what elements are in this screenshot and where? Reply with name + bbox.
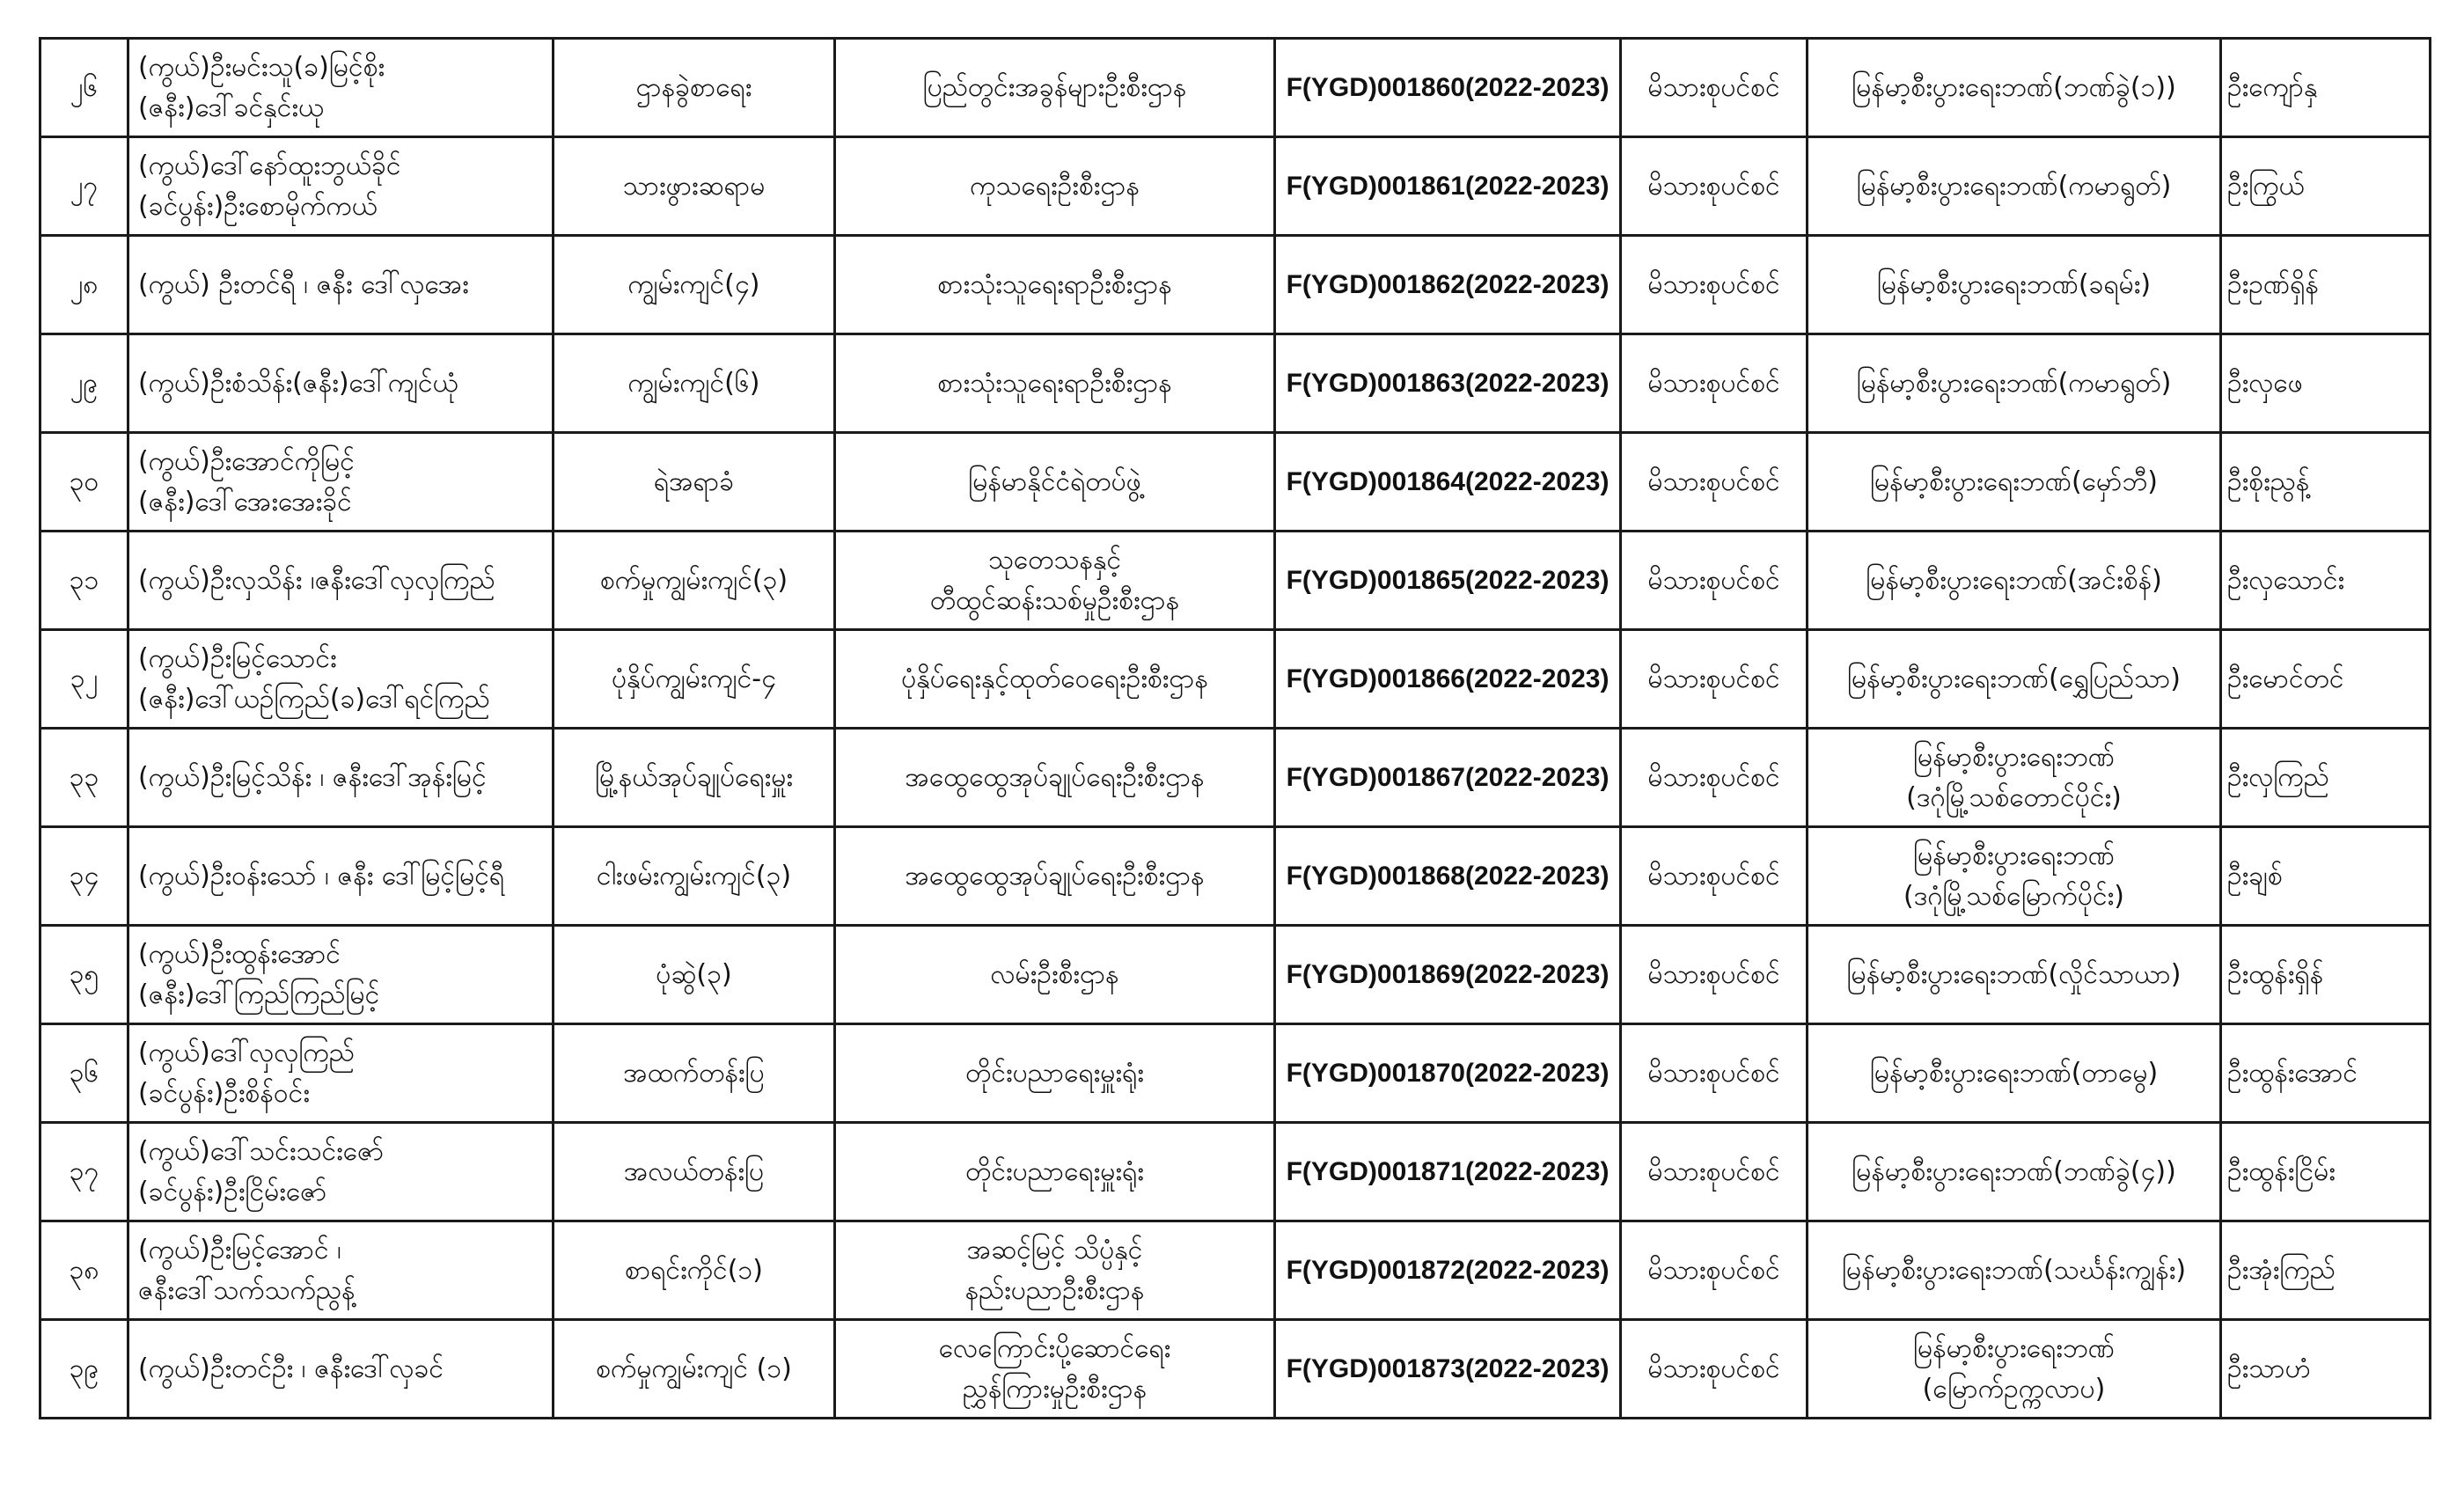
position-line: စာရင်းကိုင်(၁) [625,1254,763,1286]
row-number-cell: ၂၉ [40,334,128,433]
department-line: ပြည်တွင်းအခွန်များဦးစီးဌာန [922,71,1187,103]
pensioner-name-cell [128,334,554,433]
bank-branch-cell [1808,729,2221,827]
pensioner-name-cell [128,926,554,1024]
table-row [40,39,2431,137]
department-line: လေကြောင်းပို့ဆောင်ရေး [938,1332,1171,1364]
department-line: တိုင်းပညာရေးမှူးရုံး [965,1057,1144,1089]
position-cell [554,532,835,630]
pensioner-name-line: (ဇနီး)ဒေါ်ကြည်ကြည်မြင့် [138,979,380,1010]
position-line: စက်မှုကျွမ်းကျင်(၃) [599,564,788,596]
position-line: ဌာနခွဲစာရေး [635,71,752,103]
pensioner-name-line: (ကွယ်)ဦးမြင့်သိန်း ၊ ဇနီးဒေါ်အုန်းမြင့် [138,761,487,793]
bank-branch-cell [1808,1123,2221,1221]
pensioner-name-cell [128,1221,554,1320]
table-row [40,926,2431,1024]
reference-number-cell: F(YGD)001873(2022-2023) [1275,1320,1621,1419]
bank-branch-cell [1808,630,2221,729]
agent-name-cell: ဦးကြွယ် [2221,137,2431,236]
pensioner-name-line: (ကွယ်)ဦးမင်းသူ(ခ)မြင့်စိုး [138,51,385,83]
pensioner-name-line: (ခင်ပွန်း)ဦးစောမိုက်ကယ် [138,190,378,222]
row-number-cell: ၃၁ [40,532,128,630]
position-cell [554,1320,835,1419]
position-cell [554,1024,835,1123]
pension-type-cell: မိသားစုပင်စင် [1621,532,1808,630]
bank-branch-cell [1808,433,2221,532]
row-number-cell: ၃၄ [40,827,128,926]
bank-branch-line: မြန်မာ့စီးပွားရေးဘဏ် [1913,741,2115,773]
agent-name-cell: ဦးကျော်နှ [2221,39,2431,137]
agent-name-cell: ဦးထွန်းအောင် [2221,1024,2431,1123]
pensioner-name-line: (ကွယ်)ဒေါ်သင်းသင်းဇော် [138,1135,385,1167]
bank-branch-line: (ဒဂုံမြို့သစ်မြောက်ပိုင်း) [1903,880,2124,912]
department-cell [835,532,1275,630]
department-cell [835,236,1275,334]
bank-branch-cell [1808,827,2221,926]
row-number-cell: ၃၉ [40,1320,128,1419]
pensioner-name-cell [128,1024,554,1123]
pensioner-name-line: (ကွယ်)ဦးအောင်ကိုမြင့် [138,445,355,477]
position-line: ပုံဆွဲ(၃) [656,958,732,990]
table-row [40,334,2431,433]
position-cell [554,729,835,827]
row-number-cell: ၃၃ [40,729,128,827]
table-row [40,236,2431,334]
reference-number-cell: F(YGD)001868(2022-2023) [1275,827,1621,926]
pensioner-name-cell [128,39,554,137]
reference-number-cell: F(YGD)001869(2022-2023) [1275,926,1621,1024]
pensioner-name-line: (ကွယ်)ဦးမြင့်သောင်း [138,642,337,674]
pension-type-cell: မိသားစုပင်စင် [1621,236,1808,334]
pensioner-name-line: (ကွယ်)ဦးလှသိန်း ၊ဇနီးဒေါ်လှလှကြည် [138,564,495,596]
department-cell [835,1320,1275,1419]
department-cell [835,1123,1275,1221]
position-line: အလယ်တန်းပြ [623,1155,765,1187]
pension-type-cell: မိသားစုပင်စင် [1621,630,1808,729]
bank-branch-line: (မြောက်ဥက္ကလာပ) [1922,1373,2106,1404]
bank-branch-line: မြန်မာ့စီးပွားရေးဘဏ်(ခရမ်း) [1876,268,2152,300]
row-number-cell: ၃၈ [40,1221,128,1320]
bank-branch-line: မြန်မာ့စီးပွားရေးဘဏ်(သင်္ဃန်းကျွန်း) [1841,1254,2187,1286]
position-line: ပုံနှိပ်ကျွမ်းကျင်-၄ [611,663,777,694]
pension-type-cell: မိသားစုပင်စင် [1621,334,1808,433]
bank-branch-cell [1808,137,2221,236]
bank-branch-cell [1808,1221,2221,1320]
department-cell [835,137,1275,236]
row-number-cell: ၂၇ [40,137,128,236]
table-row [40,1320,2431,1419]
reference-number-cell: F(YGD)001867(2022-2023) [1275,729,1621,827]
pensioner-name-cell [128,433,554,532]
position-line: စက်မှုကျွမ်းကျင် (၁) [596,1353,792,1384]
reference-number-cell: F(YGD)001865(2022-2023) [1275,532,1621,630]
position-line: ရဲအရာခံ [653,466,735,497]
reference-number-cell: F(YGD)001863(2022-2023) [1275,334,1621,433]
agent-name-cell: ဦးထွန်းငြိမ်း [2221,1123,2431,1221]
table-row [40,827,2431,926]
pensioner-name-cell [128,630,554,729]
bank-branch-cell [1808,39,2221,137]
pensioner-name-line: (ဇနီး)ဒေါ်ယဉ်ကြည်(ခ)ဒေါ်ရင်ကြည် [138,683,490,715]
bank-branch-cell [1808,334,2221,433]
row-number-cell: ၃၇ [40,1123,128,1221]
pensioner-name-cell [128,729,554,827]
bank-branch-line: (ဒဂုံမြို့သစ်တောင်ပိုင်း) [1906,781,2122,813]
department-line: ပုံနှိပ်ရေးနှင့်ထုတ်ဝေရေးဦးစီးဌာန [901,663,1208,694]
agent-name-cell: ဦးဥဏ်ရှိန် [2221,236,2431,334]
department-cell [835,926,1275,1024]
department-line: တီထွင်ဆန်းသစ်မှုဦးစီးဌာန [929,584,1180,616]
position-line: အထက်တန်းပြ [623,1057,765,1089]
department-cell [835,334,1275,433]
table-row [40,433,2431,532]
agent-name-cell: ဦးမောင်တင် [2221,630,2431,729]
pension-type-cell: မိသားစုပင်စင် [1621,39,1808,137]
position-cell [554,630,835,729]
table-row [40,630,2431,729]
position-cell [554,926,835,1024]
pensioner-name-line: (ကွယ်)ဦးထွန်းအောင် [138,938,341,970]
reference-number-cell: F(YGD)001866(2022-2023) [1275,630,1621,729]
pensioner-name-line: (ခင်ပွန်း)ဦးစိန်ဝင်း [138,1077,310,1109]
pensioner-name-line: (ခင်ပွန်း)ဦးငြိမ်းဇော် [138,1176,327,1207]
department-line: လမ်းဦးစီးဌာန [990,958,1119,990]
agent-name-cell: ဦးလှသောင်း [2221,532,2431,630]
table-row [40,1123,2431,1221]
department-line: ကုသရေးဦးစီးဌာန [970,170,1140,202]
row-number-cell: ၃၀ [40,433,128,532]
department-cell [835,1024,1275,1123]
pensioner-name-cell [128,1123,554,1221]
department-cell [835,729,1275,827]
pension-type-cell: မိသားစုပင်စင် [1621,1320,1808,1419]
pensioner-name-cell [128,236,554,334]
table-body [40,39,2431,1419]
bank-branch-line: မြန်မာ့စီးပွားရေးဘဏ်(ကမာရွတ်) [1856,170,2172,202]
pension-register-table [39,37,2431,1419]
row-number-cell: ၂၈ [40,236,128,334]
department-line: ညွှန်ကြားမှုဦးစီးဌာန [962,1373,1148,1404]
bank-branch-cell [1808,1024,2221,1123]
position-line: ငါးဖမ်းကျွမ်းကျင်(၃) [596,860,792,891]
bank-branch-line: မြန်မာ့စီးပွားရေးဘဏ်(ကမာရွတ်) [1856,367,2172,399]
reference-number-cell: F(YGD)001872(2022-2023) [1275,1221,1621,1320]
agent-name-cell: ဦးချစ် [2221,827,2431,926]
position-cell [554,334,835,433]
department-cell [835,827,1275,926]
position-line: ကျွမ်းကျင်(၆) [627,367,760,399]
row-number-cell: ၃၅ [40,926,128,1024]
bank-branch-line: မြန်မာ့စီးပွားရေးဘဏ်(ဘဏ်ခွဲ(၄)) [1852,1155,2176,1187]
bank-branch-cell [1808,236,2221,334]
row-number-cell: ၃၆ [40,1024,128,1123]
department-line: စားသုံးသူရေးရာဦးစီးဌာန [937,367,1172,399]
pensioner-name-cell [128,1320,554,1419]
row-number-cell: ၂၆ [40,39,128,137]
pensioner-name-line: (ဇနီး)ဒေါ်အေးအေးခိုင် [138,486,352,517]
position-line: ကျွမ်းကျင်(၄) [627,268,760,300]
bank-branch-line: မြန်မာ့စီးပွားရေးဘဏ်(တာမွေ) [1869,1057,2159,1089]
bank-branch-line: မြန်မာ့စီးပွားရေးဘဏ်(လှိုင်သာယာ) [1846,958,2182,990]
pensioner-name-line: (ကွယ်)ဦးဝန်းသော် ၊ ဇနီး ဒေါ်မြင့်မြင့်ရီ [138,860,505,891]
pensioner-name-line: (ကွယ်)ဦးမြင့်အောင် ၊ [138,1234,341,1265]
department-cell [835,433,1275,532]
position-cell [554,1221,835,1320]
pensioner-name-line: ဇနီးဒေါ်သက်သက်ညွန့် [138,1274,356,1306]
bank-branch-line: မြန်မာ့စီးပွားရေးဘဏ်(ရွှေပြည်သာ) [1847,663,2181,694]
reference-number-cell: F(YGD)001860(2022-2023) [1275,39,1621,137]
department-cell [835,630,1275,729]
bank-branch-line: မြန်မာ့စီးပွားရေးဘဏ်(ဘဏ်ခွဲ(၁)) [1852,71,2176,103]
department-cell [835,1221,1275,1320]
table-row [40,532,2431,630]
agent-name-cell: ဦးစိုးညွန့် [2221,433,2431,532]
reference-number-cell: F(YGD)001871(2022-2023) [1275,1123,1621,1221]
agent-name-cell: ဦးလှဖေ [2221,334,2431,433]
department-line: အထွေထွေအုပ်ချုပ်ရေးဦးစီးဌာန [905,860,1205,891]
pensioner-name-cell [128,827,554,926]
position-cell [554,39,835,137]
position-cell [554,137,835,236]
pension-type-cell: မိသားစုပင်စင် [1621,137,1808,236]
bank-branch-cell [1808,1320,2221,1419]
department-line: အဆင့်မြင့် သိပ္ပံနှင့် [966,1234,1143,1265]
position-cell [554,433,835,532]
position-cell [554,236,835,334]
bank-branch-cell [1808,926,2221,1024]
pensioner-name-line: (ကွယ်)ဦးစံသိန်း(ဇနီး)ဒေါ်ကျင်ယုံ [138,367,458,399]
pensioner-name-cell [128,532,554,630]
department-cell [835,39,1275,137]
position-cell [554,1123,835,1221]
agent-name-cell: ဦးလှကြည် [2221,729,2431,827]
table-row [40,729,2431,827]
pension-type-cell: မိသားစုပင်စင် [1621,827,1808,926]
pensioner-name-line: (ကွယ်)ဒေါ်နော်ထူးဘွယ်ခိုင် [138,150,401,181]
bank-branch-line: မြန်မာ့စီးပွားရေးဘဏ်(မှော်ဘီ) [1869,466,2159,497]
reference-number-cell: F(YGD)001864(2022-2023) [1275,433,1621,532]
department-line: မြန်မာနိုင်ငံရဲတပ်ဖွဲ့ [968,466,1141,497]
reference-number-cell: F(YGD)001861(2022-2023) [1275,137,1621,236]
reference-number-cell: F(YGD)001870(2022-2023) [1275,1024,1621,1123]
position-line: မြို့နယ်အုပ်ချုပ်ရေးမှူး [594,761,794,793]
pension-type-cell: မိသားစုပင်စင် [1621,926,1808,1024]
table-row [40,137,2431,236]
bank-branch-cell [1808,532,2221,630]
reference-number-cell: F(YGD)001862(2022-2023) [1275,236,1621,334]
bank-branch-line: မြန်မာ့စီးပွားရေးဘဏ် [1913,840,2115,871]
pensioner-name-cell [128,137,554,236]
bank-branch-line: မြန်မာ့စီးပွားရေးဘဏ်(အင်းစိန်) [1866,564,2162,596]
pension-type-cell: မိသားစုပင်စင် [1621,1123,1808,1221]
table-row [40,1221,2431,1320]
department-line: နည်းပညာဦးစီးဌာန [964,1274,1145,1306]
position-cell [554,827,835,926]
pension-type-cell: မိသားစုပင်စင် [1621,1024,1808,1123]
bank-branch-line: မြန်မာ့စီးပွားရေးဘဏ် [1913,1332,2115,1364]
department-line: တိုင်းပညာရေးမှူးရုံး [965,1155,1144,1187]
pensioner-name-line: (ဇနီး)ဒေါ်ခင်နှင်းယု [138,92,325,123]
position-line: သားဖွားဆရာမ [622,170,766,202]
pensioner-name-line: (ကွယ်) ဦးတင်ရီ ၊ ဇနီး ဒေါ်လှအေး [138,268,469,300]
agent-name-cell: ဦးသာဟံ [2221,1320,2431,1419]
row-number-cell: ၃၂ [40,630,128,729]
pension-type-cell: မိသားစုပင်စင် [1621,433,1808,532]
pensioner-name-line: (ကွယ်)ဒေါ်လှလှကြည် [138,1037,355,1068]
department-line: အထွေထွေအုပ်ချုပ်ရေးဦးစီးဌာန [905,761,1205,793]
pension-type-cell: မိသားစုပင်စင် [1621,729,1808,827]
department-line: စားသုံးသူရေးရာဦးစီးဌာန [937,268,1172,300]
table-row [40,1024,2431,1123]
agent-name-cell: ဦးအုံးကြည် [2221,1221,2431,1320]
department-line: သုတေသနနှင့် [987,544,1122,576]
pensioner-name-line: (ကွယ်)ဦးတင်ဦး ၊ ဇနီးဒေါ်လှခင် [138,1353,444,1384]
agent-name-cell: ဦးထွန်းရှိန် [2221,926,2431,1024]
pension-type-cell: မိသားစုပင်စင် [1621,1221,1808,1320]
